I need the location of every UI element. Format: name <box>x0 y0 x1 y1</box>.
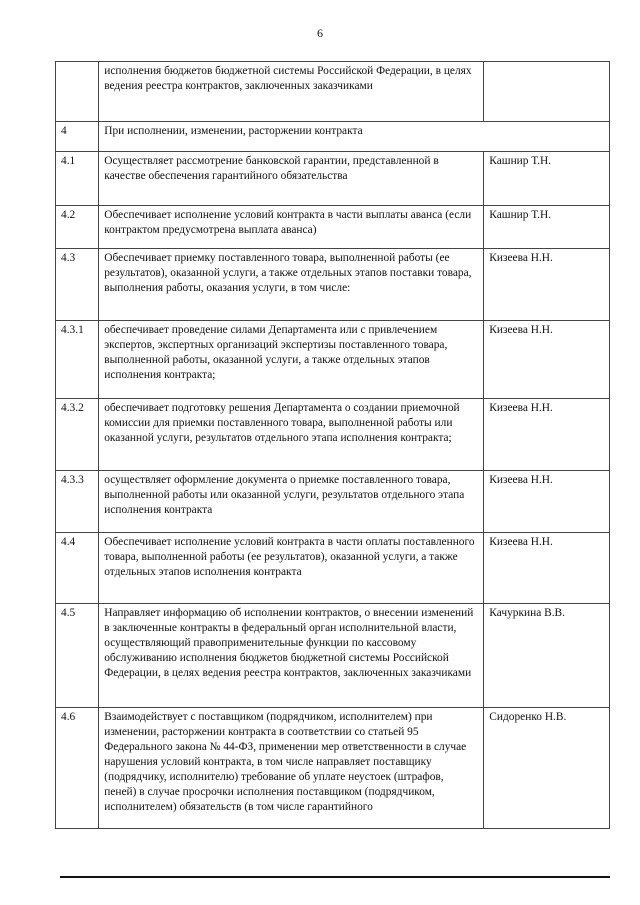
table-row <box>56 249 610 321</box>
responsibility-table <box>55 61 610 829</box>
row-number-cell: 4.3.3 <box>56 471 99 533</box>
row-description-cell: Обеспечивает исполнение условий контракта в части выплаты аванса (если контрактом предусмотрена выплата аванса) <box>99 206 484 249</box>
row-responsible-cell: Кашнир Т.Н. <box>484 152 610 206</box>
page-number: 6 <box>317 26 323 40</box>
footer-divider <box>60 876 610 878</box>
table-row <box>56 62 610 122</box>
row-description-cell: Обеспечивает исполнение условий контракта в части оплаты поставленного товара, выполненной работы (ее результатов), оказанной услуги, а также отдельных этапов исполнения контракта <box>99 533 484 604</box>
row-number-cell: 4.3 <box>56 249 99 321</box>
table-row <box>56 708 610 829</box>
row-number-cell: 4.5 <box>56 604 99 708</box>
table-row <box>56 471 610 533</box>
row-responsible-cell <box>484 62 610 122</box>
row-number-cell <box>56 62 99 122</box>
row-number-cell: 4.6 <box>56 708 99 829</box>
row-responsible-cell: Кашнир Т.Н. <box>484 206 610 249</box>
table-row-section-header <box>56 122 610 152</box>
table-row <box>56 399 610 471</box>
row-description-cell: исполнения бюджетов бюджетной системы Российской Федерации, в целях ведения реестра контрактов, заключенных заказчиками <box>99 62 484 122</box>
row-description-cell: Направляет информацию об исполнении контрактов, о внесении изменений в заключенные контракты в федеральный орган исполнительной власти, осуществляющий правоприменительные функции по кассовому обслуживанию исполнения бюджетов бюджетной системы Российской Федерации, в целях ведения реестра контрактов, заключенных заказчиками <box>99 604 484 708</box>
row-description-cell: Осуществляет рассмотрение банковской гарантии, представленной в качестве обеспечения гарантийного обязательства <box>99 152 484 206</box>
row-number-cell: 4.3.1 <box>56 321 99 399</box>
table-row <box>56 206 610 249</box>
row-description-cell: Взаимодействует с поставщиком (подрядчиком, исполнителем) при изменении, расторжении контракта в соответствии со статьей 95 Федерального закона № 44-ФЗ, применении мер ответственности в случае нарушения условий контракта, в том числе направляет поставщику (подрядчику, исполнителю) требование об уплате неустоек (штрафов, пеней) в случае просрочки исполнения поставщиком (подрядчиком, исполнителем) обязательств (в том числе гарантийного <box>99 708 484 829</box>
row-description-cell: обеспечивает проведение силами Департамента или с привлечением экспертов, экспертных организаций экспертизы поставленного товара, выполненной работы, оказанной услуги, а также отдельных этапов исполнения контракта; <box>99 321 484 399</box>
row-number-cell: 4 <box>56 122 99 152</box>
row-responsible-cell: Кизеева Н.Н. <box>484 249 610 321</box>
row-responsible-cell: Кизеева Н.Н. <box>484 471 610 533</box>
table-row <box>56 533 610 604</box>
row-responsible-cell: Кизеева Н.Н. <box>484 533 610 604</box>
row-responsible-cell: Кизеева Н.Н. <box>484 399 610 471</box>
row-number-cell: 4.2 <box>56 206 99 249</box>
row-responsible-cell: Кизеева Н.Н. <box>484 321 610 399</box>
row-responsible-cell: Качуркина В.В. <box>484 604 610 708</box>
row-number-cell: 4.4 <box>56 533 99 604</box>
row-description-cell: обеспечивает подготовку решения Департамента о создании приемочной комиссии для приемки поставленного товара, выполненной работы или оказанной услуги, результатов отдельного этапа исполнения контракта; <box>99 399 484 471</box>
row-number-cell: 4.3.2 <box>56 399 99 471</box>
section-title-cell: При исполнении, изменении, расторжении контракта <box>99 122 610 152</box>
table-row <box>56 604 610 708</box>
row-responsible-cell: Сидоренко Н.В. <box>484 708 610 829</box>
row-number-cell: 4.1 <box>56 152 99 206</box>
table-row <box>56 321 610 399</box>
table-row <box>56 152 610 206</box>
row-description-cell: Обеспечивает приемку поставленного товара, выполненной работы (ее результатов), оказанной услуги, а также отдельных этапов поставки товара, выполнения работы, оказания услуги, в том числе: <box>99 249 484 321</box>
row-description-cell: осуществляет оформление документа о приемке поставленного товара, выполненной работы или оказанной услуги, результатов отдельного этапа исполнения контракта <box>99 471 484 533</box>
